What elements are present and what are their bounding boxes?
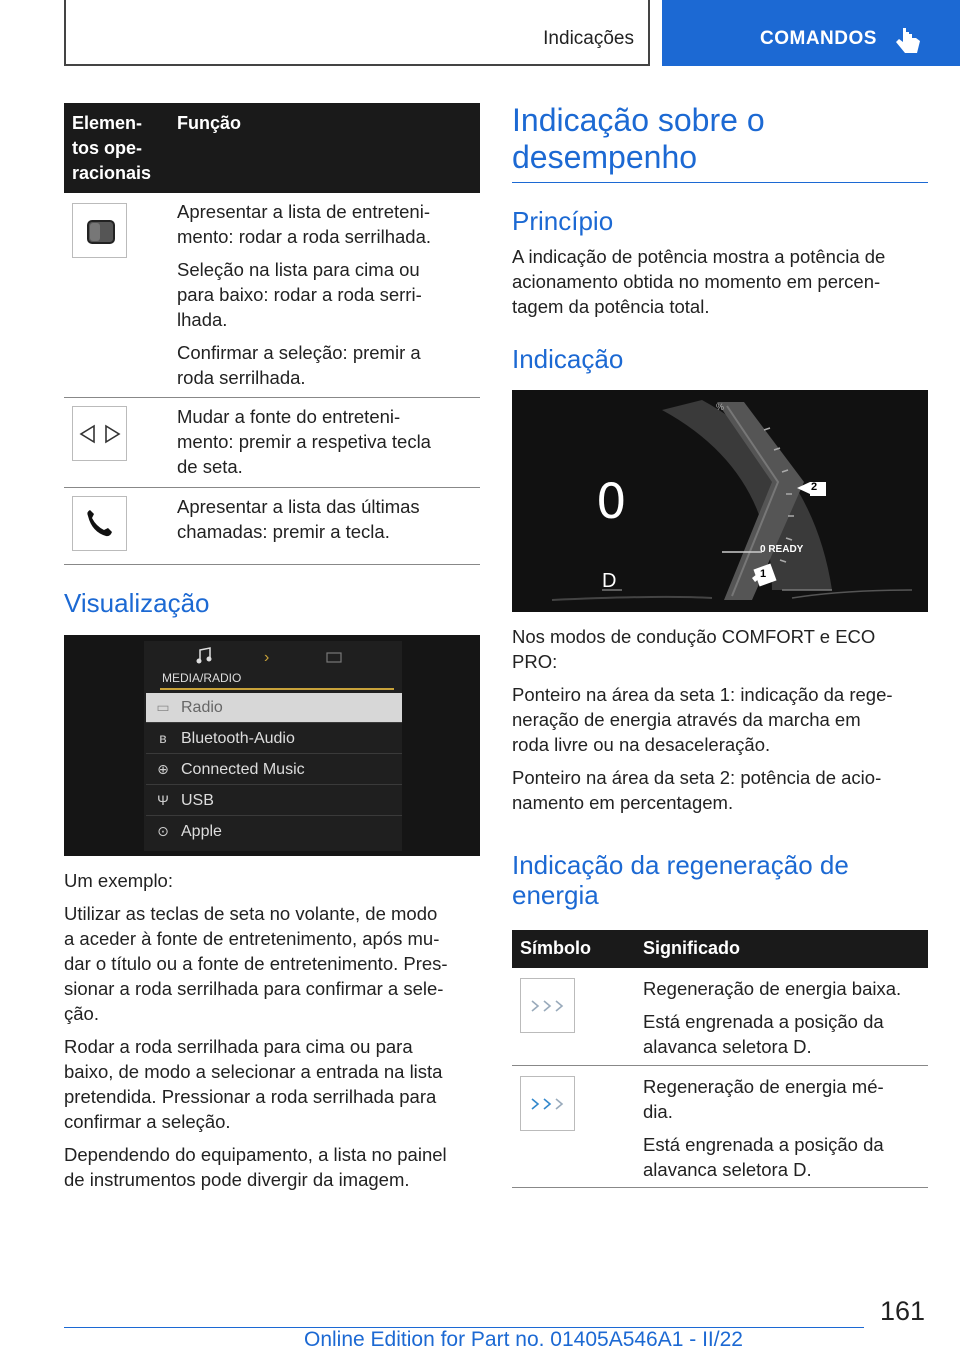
radio-icon: ▭ <box>156 699 170 715</box>
ready-label: 0 READY <box>760 544 804 555</box>
indicacao-title: Indicação <box>512 344 624 374</box>
arrow-1-label: 1 <box>760 568 767 580</box>
list-item-label: Bluetooth-Audio <box>181 730 295 747</box>
list-item-bluetooth[interactable] <box>146 724 402 754</box>
table-row <box>512 1066 928 1188</box>
list-item-label: USB <box>181 792 214 809</box>
header-section-box <box>64 0 650 66</box>
symbol-table-header <box>512 930 928 968</box>
regen-title: Indicação da regeneração de energia <box>512 850 849 910</box>
paragraph: Rodar a roda serrilhada para cima ou para baixo, de modo a selecionar a entrada na lista pretendida. Pressionar a roda serrilhada para confirmar a seleção. <box>64 1036 443 1132</box>
scroll-wheel-icon <box>72 203 127 258</box>
speed-readout: 0 <box>596 474 627 530</box>
visualizacao-title: Visualização <box>64 588 210 618</box>
row-text: Está engrenada a posição da alavanca seletora D. <box>643 1134 884 1180</box>
arrow-2-label: 2 <box>811 481 818 493</box>
principio-title: Princípio <box>512 206 614 236</box>
header-section: Indicações <box>543 28 634 49</box>
title-rule <box>512 182 928 183</box>
row-text: Apresentar a lista das últimas chamadas: premir a tecla. <box>177 496 420 542</box>
tab-underline <box>160 688 394 690</box>
header-chapter: COMANDOS <box>760 28 877 49</box>
header-chapter-box <box>662 0 960 66</box>
row-text: Apresentar a lista de entreteni- mento: rodar a roda serrilhada. <box>177 201 431 247</box>
list-item-label: Apple <box>181 823 222 840</box>
page-title: Indicação sobre o desempenho <box>512 102 765 175</box>
table-header-cell: Símbolo <box>520 938 591 958</box>
page-number: 161 <box>880 1296 926 1326</box>
usb-icon: Ψ <box>157 792 169 808</box>
list-item-connected-music[interactable] <box>146 755 402 785</box>
music-note-icon <box>196 647 212 665</box>
controls-table-header <box>64 103 480 193</box>
gear-readout: D <box>602 570 617 592</box>
list-item-apple[interactable] <box>146 817 402 847</box>
paragraph: Um exemplo: <box>64 870 173 891</box>
list-item-label: Connected Music <box>181 761 305 778</box>
footer-edition: Online Edition for Part no. 01405A546A1 - II/22 <box>304 1328 743 1351</box>
table-row <box>64 193 480 398</box>
table-header-cell: Significado <box>643 938 741 958</box>
paragraph: Ponteiro na área da seta 1: indicação da rege- neração de energia através da marcha em roda livre ou na desaceleração. <box>512 684 893 755</box>
row-text: Regeneração de energia baixa. <box>643 978 902 999</box>
regen-low-chevrons-icon <box>520 978 575 1033</box>
list-item-usb[interactable] <box>146 786 402 816</box>
row-text: Confirmar a seleção: premir a roda serrilhada. <box>177 342 421 388</box>
table-header-cell: Elemen- tos ope- racionais <box>72 113 152 183</box>
list-item-label: Radio <box>181 699 223 716</box>
row-text: Regeneração de energia mé- dia. <box>643 1076 884 1122</box>
table-header-cell: Função <box>177 113 242 133</box>
regen-medium-chevrons-icon <box>520 1076 575 1131</box>
paragraph: Utilizar as teclas de seta no volante, de modo a aceder à fonte de entretenimento, após mu- dar o título ou a fonte de entretenimento. Pres- sionar a roda serrilhada para confirmar a sele- ção. <box>64 903 448 1024</box>
hand-pointer-icon <box>894 24 922 56</box>
row-text: Seleção na lista para cima ou para baixo: rodar a roda serri- lhada. <box>177 259 422 330</box>
apple-icon: ⊙ <box>157 823 169 839</box>
instrument-display <box>512 390 928 612</box>
paragraph: Nos modos de condução COMFORT e ECO PRO: <box>512 626 876 672</box>
paragraph: Ponteiro na área da seta 2: potência de acio- namento em percentagem. <box>512 767 882 813</box>
row-text: Mudar a fonte do entreteni- mento: premir a respetiva tecla de seta. <box>177 406 431 477</box>
principio-text: A indicação de potência mostra a potência de acionamento obtida no momento em percen- tagem da potência total. <box>512 246 886 317</box>
table-row <box>64 488 480 565</box>
table-row <box>512 968 928 1066</box>
tab-chevron-icon: › <box>264 649 270 666</box>
percent-label: % <box>716 402 725 412</box>
media-radio-tab[interactable]: MEDIA/RADIO <box>162 671 242 685</box>
table-row <box>64 398 480 488</box>
bluetooth-icon: ʙ <box>159 730 167 746</box>
list-item-radio[interactable] <box>146 693 402 723</box>
folder-icon <box>326 651 342 663</box>
phone-icon <box>72 496 127 551</box>
paragraph: Dependendo do equipamento, a lista no painel de instrumentos pode divergir da imagem. <box>64 1144 447 1190</box>
row-text: Está engrenada a posição da alavanca seletora D. <box>643 1011 884 1057</box>
arrow-keys-icon <box>72 406 127 461</box>
connected-music-icon: ⊕ <box>157 761 169 777</box>
performance-gauge <box>512 390 928 612</box>
media-screenshot <box>64 635 480 856</box>
